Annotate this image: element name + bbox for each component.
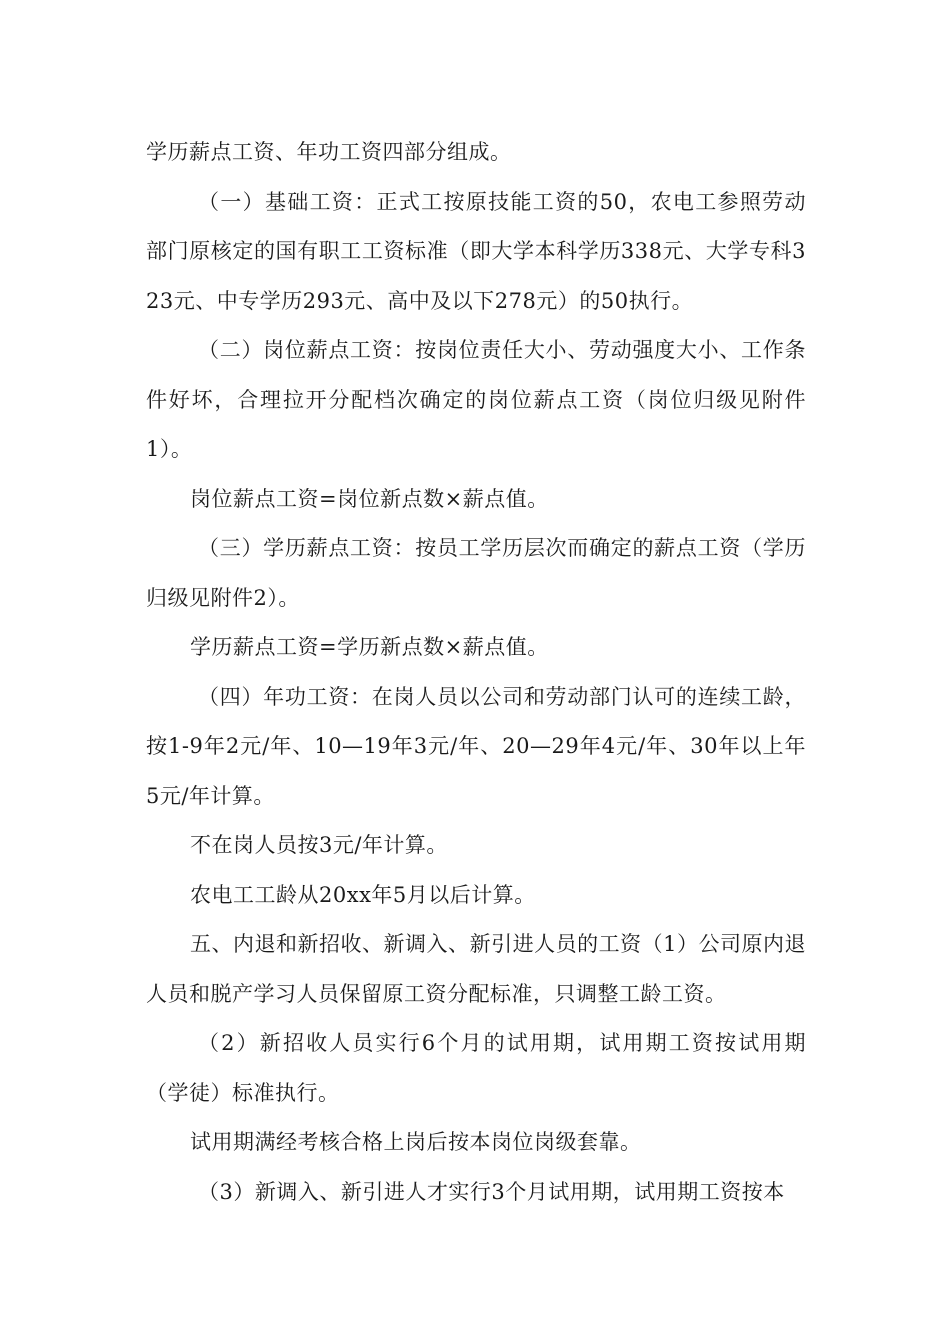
paragraph-intro-continued: 学历薪点工资、年功工资四部分组成。 xyxy=(146,140,512,164)
paragraph-transferred-talent: （3）新调入、新引进人才实行3个月试用期，试用期工资按本 xyxy=(198,1179,785,1204)
paragraph-off-post-rate: 不在岗人员按3元/年计算。 xyxy=(190,833,448,857)
paragraph-education-wage: （三）学历薪点工资：按员工学历层次而确定的薪点工资（学历归级见附件2）。 xyxy=(146,536,806,610)
paragraph-seniority-wage: （四）年功工资：在岗人员以公司和劳动部门认可的连续工龄，按1-9年2元/年、10—19年3元/年、20—29年4元/年、30年以上年5元/年计算。 xyxy=(146,684,806,808)
paragraph-position-wage-formula: 岗位薪点工资=岗位新点数×薪点值。 xyxy=(190,486,549,511)
document-body xyxy=(146,128,806,1217)
paragraph-position-wage: （二）岗位薪点工资：按岗位责任大小、劳动强度大小、工作条件好坏，合理拉开分配档次确定的岗位薪点工资（岗位归级见附件1）。 xyxy=(146,338,806,461)
paragraph-new-recruits: （2）新招收人员实行6个月的试用期，试用期工资按试用期（学徒）标准执行。 xyxy=(146,1031,806,1105)
paragraph-education-wage-formula: 学历薪点工资=学历新点数×薪点值。 xyxy=(190,635,549,659)
paragraph-probation-complete: 试用期满经考核合格上岗后按本岗位岗级套靠。 xyxy=(190,1130,642,1154)
paragraph-rural-electrician-seniority: 农电工工龄从20xx年5月以后计算。 xyxy=(190,882,536,907)
paragraph-section-five: 五、内退和新招收、新调入、新引进人员的工资（1）公司原内退人员和脱产学习人员保留原工资分配标准，只调整工龄工资。 xyxy=(146,932,806,1006)
paragraph-base-wage: （一）基础工资：正式工按原技能工资的50，农电工参照劳动部门原核定的国有职工工资标准（即大学本科学历338元、大学专科323元、中专学历293元、高中及以下278元）的50执行。 xyxy=(146,189,806,313)
